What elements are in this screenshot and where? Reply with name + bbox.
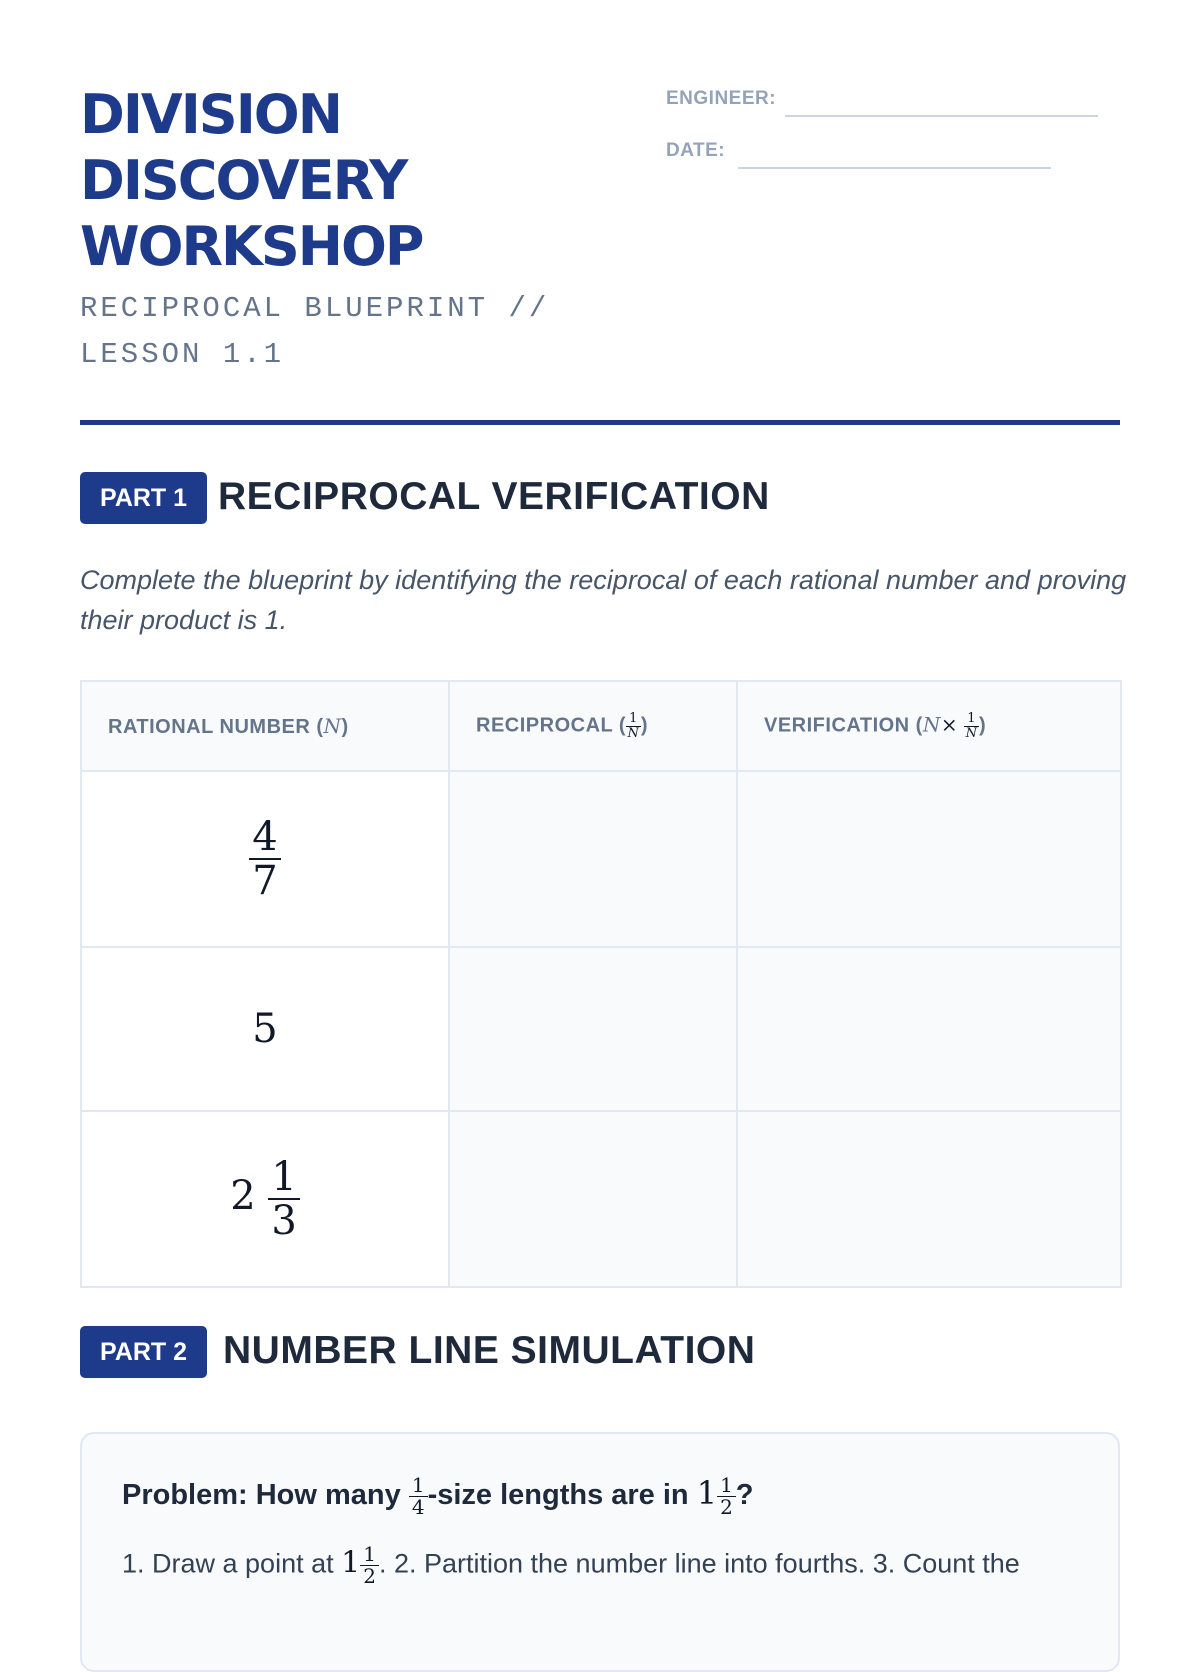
- column-header-rational-number: RATIONAL NUMBER (N): [81, 681, 449, 771]
- title-line-1: DIVISION: [80, 83, 341, 146]
- worksheet-subtitle: [80, 286, 680, 378]
- fraction-one-third: $\frac{1}{3}$: [268, 1156, 299, 1242]
- one-over-n-fraction: $\frac{1}{N}$: [627, 710, 640, 741]
- rational-number-cell: [81, 771, 449, 947]
- table-row: [81, 947, 1121, 1111]
- column-header-verification: VERIFICATION (N× $\frac{1}{N}$ ): [737, 681, 1121, 771]
- subtitle-line-2: LESSON 1.1: [80, 338, 285, 371]
- reciprocal-answer-cell[interactable]: [449, 771, 737, 947]
- verification-answer-cell[interactable]: [737, 771, 1121, 947]
- table-row: [81, 771, 1121, 947]
- date-input-line[interactable]: [738, 167, 1051, 169]
- title-line-3: WORKSHOP: [80, 215, 423, 278]
- subtitle-line-1: RECIPROCAL BLUEPRINT //: [80, 292, 550, 325]
- reciprocal-table: [80, 680, 1122, 1288]
- verification-answer-cell[interactable]: [737, 1111, 1121, 1287]
- title-line-2: DISCOVERY: [80, 149, 407, 212]
- reciprocal-answer-cell[interactable]: [449, 947, 737, 1111]
- table-header-row: [81, 681, 1121, 771]
- verification-answer-cell[interactable]: [737, 947, 1121, 1111]
- part-1-title: RECIPROCAL VERIFICATION: [218, 475, 770, 518]
- part-1-instructions: Complete the blueprint by identifying the reciprocal of each rational number and proving their product is 1.: [80, 565, 1127, 635]
- worksheet-title: [80, 82, 640, 280]
- one-over-n-fraction: $\frac{1}{N}$: [965, 710, 978, 741]
- table-row: [81, 1111, 1121, 1287]
- problem-statement: Problem: How many $\frac{1}{4}$ -size lengths are in 1 $\frac{1}{2}$ ?: [122, 1472, 754, 1519]
- fraction-four-sevenths: $\frac{4}{7}$: [249, 816, 280, 902]
- fraction-one-half: $\frac{1}{2}$: [717, 1475, 736, 1518]
- fraction-one-fourth: $\frac{1}{4}$: [409, 1475, 428, 1518]
- part-2-title: NUMBER LINE SIMULATION: [223, 1329, 756, 1372]
- engineer-input-line[interactable]: [785, 115, 1098, 117]
- engineer-label: ENGINEER:: [666, 88, 777, 109]
- rational-number-cell: 5: [81, 947, 449, 1111]
- simulation-steps: 1. Draw a point at 1 $\frac{1}{2}$ . 2. Partition the number line into fourths. 3. Count the: [122, 1542, 1020, 1588]
- part-1-badge: PART 1: [80, 472, 207, 524]
- date-label: DATE:: [666, 140, 726, 161]
- header-divider: [80, 420, 1120, 425]
- reciprocal-answer-cell[interactable]: [449, 1111, 737, 1287]
- number-line-panel: [80, 1432, 1120, 1672]
- rational-number-cell: 2 $\frac{1}{3}$: [81, 1111, 449, 1287]
- column-header-reciprocal: RECIPROCAL ( $\frac{1}{N}$ ): [449, 681, 737, 771]
- fraction-one-half: $\frac{1}{2}$: [360, 1544, 379, 1587]
- part-2-badge: PART 2: [80, 1326, 207, 1378]
